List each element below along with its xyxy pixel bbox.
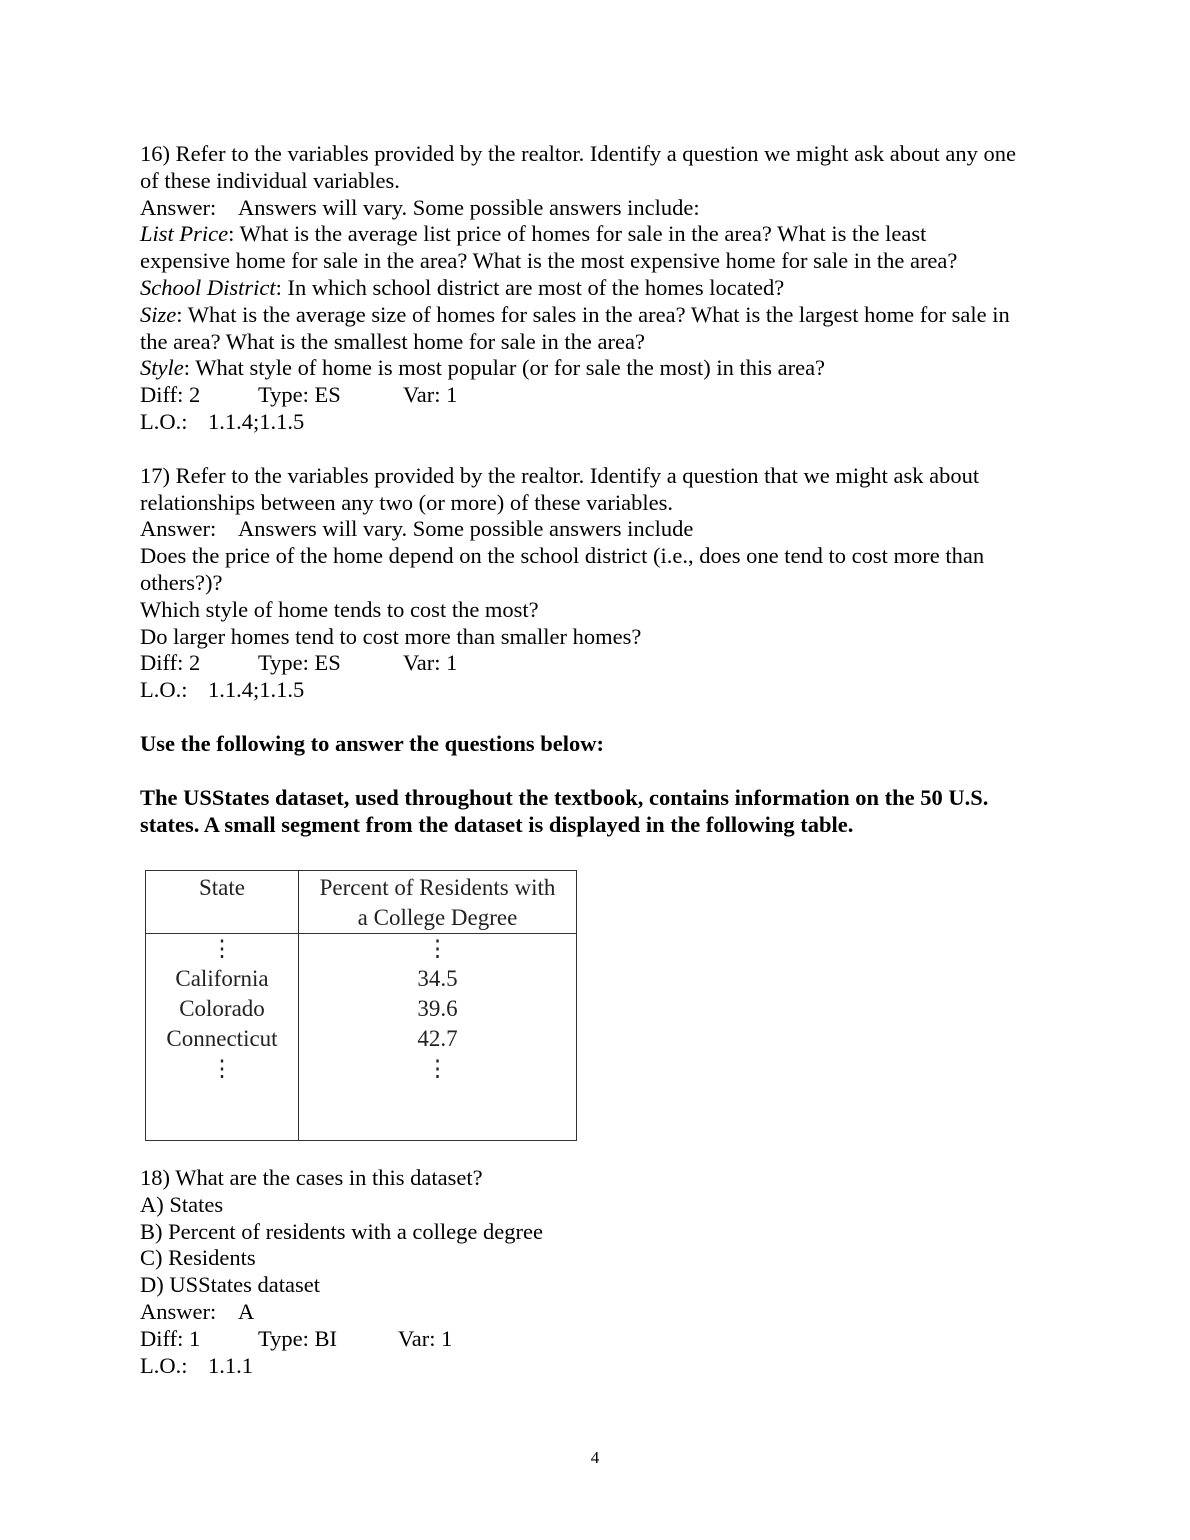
table-cell-percent: 42.7 <box>417 1026 458 1051</box>
question-16-lo <box>140 409 1060 436</box>
difficulty: Diff: 2 <box>140 650 201 676</box>
option-a: A) States <box>140 1191 224 1217</box>
question-18 <box>140 1165 543 1379</box>
table-cell-state: Connecticut <box>166 1026 278 1051</box>
answer-text: Answers will vary. Some possible answers include <box>238 516 694 542</box>
answer-line: others?)? <box>140 569 223 595</box>
variant: Var: 1 <box>398 1325 453 1351</box>
question-16-answer <box>140 195 1060 222</box>
answer-item-size <box>140 302 1060 329</box>
difficulty: Diff: 2 <box>140 382 201 408</box>
dataset-table <box>145 870 577 1141</box>
question-18-meta <box>140 1326 543 1353</box>
answer-item-list-price <box>140 221 1060 248</box>
question-18-answer <box>140 1299 543 1326</box>
answer-item-list-price-cont: expensive home for sale in the area? What is the most expensive home for sale in the area? <box>140 248 958 274</box>
table-header-row <box>146 871 577 934</box>
column-header-line2: a College Degree <box>357 905 518 930</box>
answer-line: Does the price of the home depend on the school district (i.e., does one tend to cost more than <box>140 543 985 569</box>
question-type: Type: ES <box>258 650 341 676</box>
lo-value: 1.1.4;1.1.5 <box>208 677 305 703</box>
dataset-intro-line1: The USStates dataset, used throughout the textbook, contains information on the 50 U.S. <box>140 784 989 810</box>
term-text: : What is the average size of homes for sales in the area? What is the largest home for sale in <box>176 301 1010 327</box>
answer-value: A <box>238 1298 255 1324</box>
document-body <box>140 141 1060 838</box>
question-18-text: 18) What are the cases in this dataset? <box>140 1165 483 1190</box>
answer-item-size-cont: the area? What is the smallest home for sale in the area? <box>140 328 645 354</box>
lo-label: L.O.: <box>140 408 188 434</box>
dataset-table-container <box>145 870 577 1141</box>
term-label: Size <box>140 301 177 327</box>
question-16-meta <box>140 382 1060 409</box>
state-column-cells <box>146 934 299 1141</box>
ellipsis-vertical: ⋮ <box>210 936 234 961</box>
question-18-lo <box>140 1353 543 1380</box>
question-type: Type: ES <box>258 382 341 408</box>
answer-label: Answer: <box>140 1298 217 1324</box>
column-header-state: State <box>146 871 299 934</box>
ellipsis-vertical: ⋮ <box>426 936 449 961</box>
ellipsis-vertical: ⋮ <box>210 1056 234 1081</box>
question-16-text-line2: of these individual variables. <box>140 167 400 193</box>
term-label: School District <box>140 274 276 300</box>
table-cell-state: Colorado <box>179 996 265 1021</box>
variant: Var: 1 <box>403 650 458 676</box>
lo-label: L.O.: <box>140 677 188 703</box>
question-16 <box>140 141 1060 436</box>
column-header-percent <box>299 871 577 934</box>
question-17-lo <box>140 677 1060 704</box>
question-16-text-line1: 16) Refer to the variables provided by the realtor. Identify a question we might ask about any one <box>140 141 1016 166</box>
answer-label: Answer: <box>140 516 217 542</box>
term-text: : What is the average list price of homes for sale in the area? What is the least <box>228 221 927 247</box>
question-17-text-line1: 17) Refer to the variables provided by the realtor. Identify a question that we might ask about <box>140 462 980 488</box>
question-17-answer <box>140 516 1060 543</box>
question-17 <box>140 463 1060 704</box>
answer-line: Which style of home tends to cost the most? <box>140 596 539 622</box>
option-d: D) USStates dataset <box>140 1272 320 1298</box>
answer-item-school-district <box>140 275 1060 302</box>
table-cell-percent: 34.5 <box>417 966 458 991</box>
lo-label: L.O.: <box>140 1352 188 1378</box>
table-body-row <box>146 934 577 1141</box>
ellipsis-vertical: ⋮ <box>426 1056 449 1081</box>
option-b: B) Percent of residents with a college degree <box>140 1218 543 1244</box>
answer-line: Do larger homes tend to cost more than smaller homes? <box>140 623 642 649</box>
instructions-heading: Use the following to answer the questions below: <box>140 730 604 756</box>
page-number: 4 <box>590 1448 600 1467</box>
percent-column-cells <box>299 934 577 1141</box>
lo-value: 1.1.4;1.1.5 <box>208 408 305 434</box>
question-type: Type: BI <box>258 1325 338 1351</box>
term-label: List Price <box>140 221 229 247</box>
question-17-meta <box>140 650 1060 677</box>
answer-text: Answers will vary. Some possible answers include: <box>238 194 700 220</box>
lo-value: 1.1.1 <box>208 1352 253 1378</box>
table-cell-percent: 39.6 <box>417 996 458 1021</box>
term-label: Style <box>140 355 184 381</box>
dataset-intro-line2: states. A small segment from the dataset is displayed in the following table. <box>140 811 854 837</box>
term-text: : In which school district are most of the homes located? <box>275 274 785 300</box>
answer-item-style <box>140 355 1060 382</box>
column-header-line1: Percent of Residents with <box>319 875 556 900</box>
difficulty: Diff: 1 <box>140 1325 201 1351</box>
question-17-text-line2: relationships between any two (or more) of these variables. <box>140 489 673 515</box>
table-cell-state: California <box>175 966 269 991</box>
answer-label: Answer: <box>140 194 217 220</box>
term-text: : What style of home is most popular (or for sale the most) in this area? <box>183 355 826 381</box>
variant: Var: 1 <box>403 382 458 408</box>
option-c: C) Residents <box>140 1245 256 1271</box>
